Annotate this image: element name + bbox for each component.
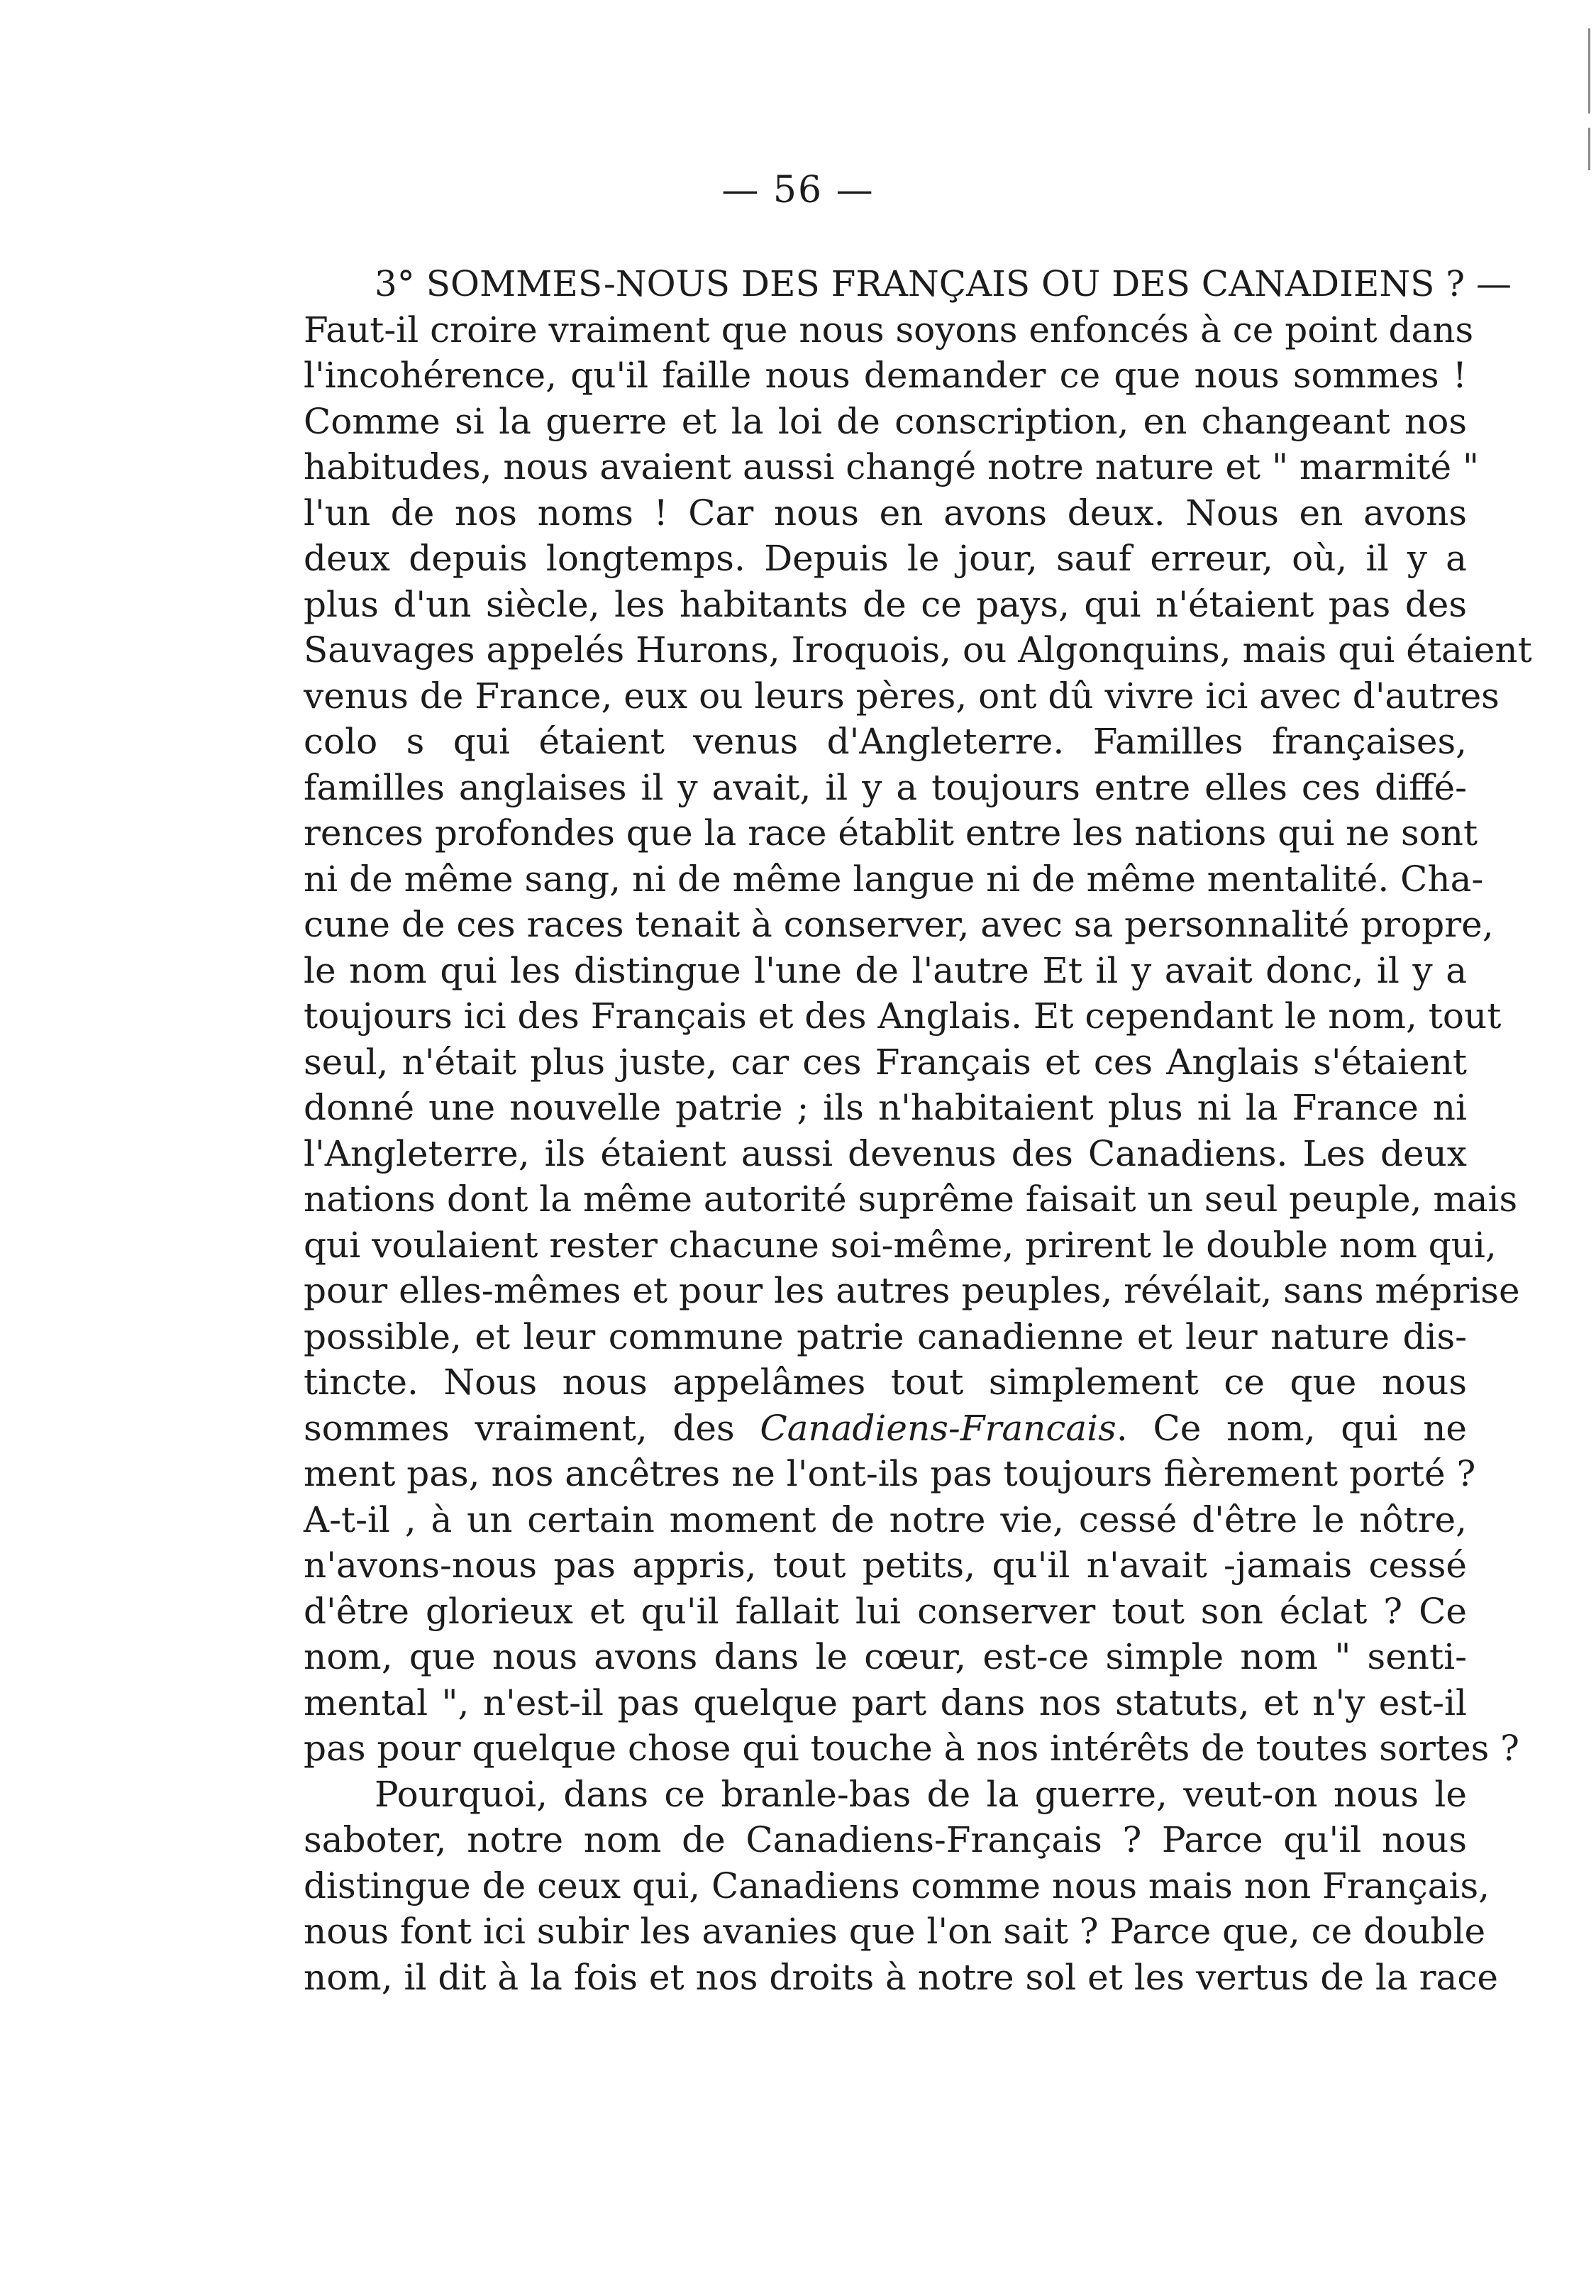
text-line: tincte. Nous nous appelâmes tout simplement ce que nous: [304, 1362, 1467, 1403]
text-line: ment pas, nos ancêtres ne l'ont-ils pas toujours fièrement porté ?: [304, 1453, 1476, 1494]
text-line: pour elles-mêmes et pour les autres peuples, révélait, sans méprise: [304, 1270, 1520, 1311]
text-block: [304, 261, 1532, 2000]
text-line: nations dont la même autorité suprême faisait un seul peuple, mais: [304, 1179, 1518, 1220]
scan-edge-mark: [1588, 28, 1590, 114]
text-line: distingue de ceux qui, Canadiens comme nous mais non Français,: [304, 1865, 1490, 1906]
text-line: donné une nouvelle patrie ; ils n'habitaient plus ni la France ni: [304, 1087, 1467, 1128]
text-line: l'incohérence, qu'il faille nous demander ce que nous sommes !: [304, 355, 1467, 396]
text-line: qui voulaient rester chacune soi-même, prirent le double nom qui,: [304, 1224, 1497, 1266]
text-line: l'un de nos noms ! Car nous en avons deux. Nous en avons: [304, 492, 1467, 534]
text-line: d'être glorieux et qu'il fallait lui conserver tout son éclat ? Ce: [304, 1590, 1467, 1632]
text-line: seul, n'était plus juste, car ces Français et ces Anglais s'étaient: [304, 1041, 1467, 1083]
italic-term: Canadiens-Francais: [760, 1407, 1116, 1449]
text-line: A-t-il , à un certain moment de notre vie, cessé d'être le nôtre,: [304, 1499, 1467, 1540]
heading-number: 3°: [375, 263, 415, 304]
paragraph-2: [304, 1772, 1498, 2001]
text-line: deux depuis longtemps. Depuis le jour, sauf erreur, où, il y a: [304, 538, 1467, 579]
heading-dash: —: [1475, 263, 1512, 304]
text-line: familles anglaises il y avait, il y a toujours entre elles ces diffé-: [304, 766, 1467, 808]
text-line: saboter, notre nom de Canadiens-Français ? Parce qu'il nous: [304, 1819, 1467, 1860]
heading-title: SOMMES-NOUS DES FRANÇAIS OU DES CANADIENS ?: [426, 263, 1465, 304]
text-line: ni de même sang, ni de même langue ni de même mentalité. Cha-: [304, 858, 1484, 900]
scan-edge-mark: [1588, 128, 1590, 170]
paragraph-1: [304, 261, 1532, 1772]
text-line: habitudes, nous avaient aussi changé notre nature et " marmité ": [304, 446, 1480, 487]
text-line: Faut-il croire vraiment que nous soyons enfoncés à ce point dans: [304, 309, 1474, 351]
heading-line: [304, 261, 1512, 307]
text-line: venus de France, eux ou leurs pères, ont dû vivre ici avec d'autres: [304, 675, 1500, 717]
text-line: Sauvages appelés Hurons, Iroquois, ou Algonquins, mais qui étaient: [304, 629, 1532, 670]
text-line: pas pour quelque chose qui touche à nos intérêts de toutes sortes ?: [304, 1728, 1519, 1769]
text-line: toujours ici des Français et des Anglais. Et cependant le nom, tout: [304, 995, 1502, 1037]
text-line: mental ", n'est-il pas quelque part dans nos statuts, et n'y est-il: [304, 1682, 1467, 1723]
text-line: plus d'un siècle, les habitants de ce pays, qui n'étaient pas des: [304, 583, 1467, 625]
text-line: nom, il dit à la fois et nos droits à notre sol et les vertus de la race: [304, 1956, 1498, 1998]
page-number: — 56 —: [721, 169, 875, 211]
text-line: possible, et leur commune patrie canadienne et leur nature dis-: [304, 1315, 1467, 1357]
text-line: cune de ces races tenait à conserver, avec sa personnalité propre,: [304, 904, 1494, 945]
text-line: n'avons-nous pas appris, tout petits, qu'il n'avait -jamais cessé: [304, 1545, 1467, 1586]
text-line: le nom qui les distingue l'une de l'autre Et il y avait donc, il y a: [304, 949, 1467, 991]
text-line: nous font ici subir les avanies que l'on sait ? Parce que, ce double: [304, 1911, 1486, 1952]
text-line: rences profondes que la race établit entre les nations qui ne sont: [304, 812, 1478, 854]
text-line: Pourquoi, dans ce branle-bas de la guerre, veut-on nous le: [375, 1773, 1467, 1815]
text-line: colo s qui étaient venus d'Angleterre. Familles françaises,: [304, 721, 1467, 762]
text-line: nom, que nous avons dans le cœur, est-ce simple nom " senti-: [304, 1636, 1467, 1677]
text-line: l'Angleterre, ils étaient aussi devenus des Canadiens. Les deux: [304, 1132, 1467, 1174]
text-line: Comme si la guerre et la loi de conscription, en changeant nos: [304, 400, 1467, 442]
text-line-italic: sommes vraiment, des Canadiens-Francais. Ce nom, qui ne: [304, 1407, 1467, 1449]
